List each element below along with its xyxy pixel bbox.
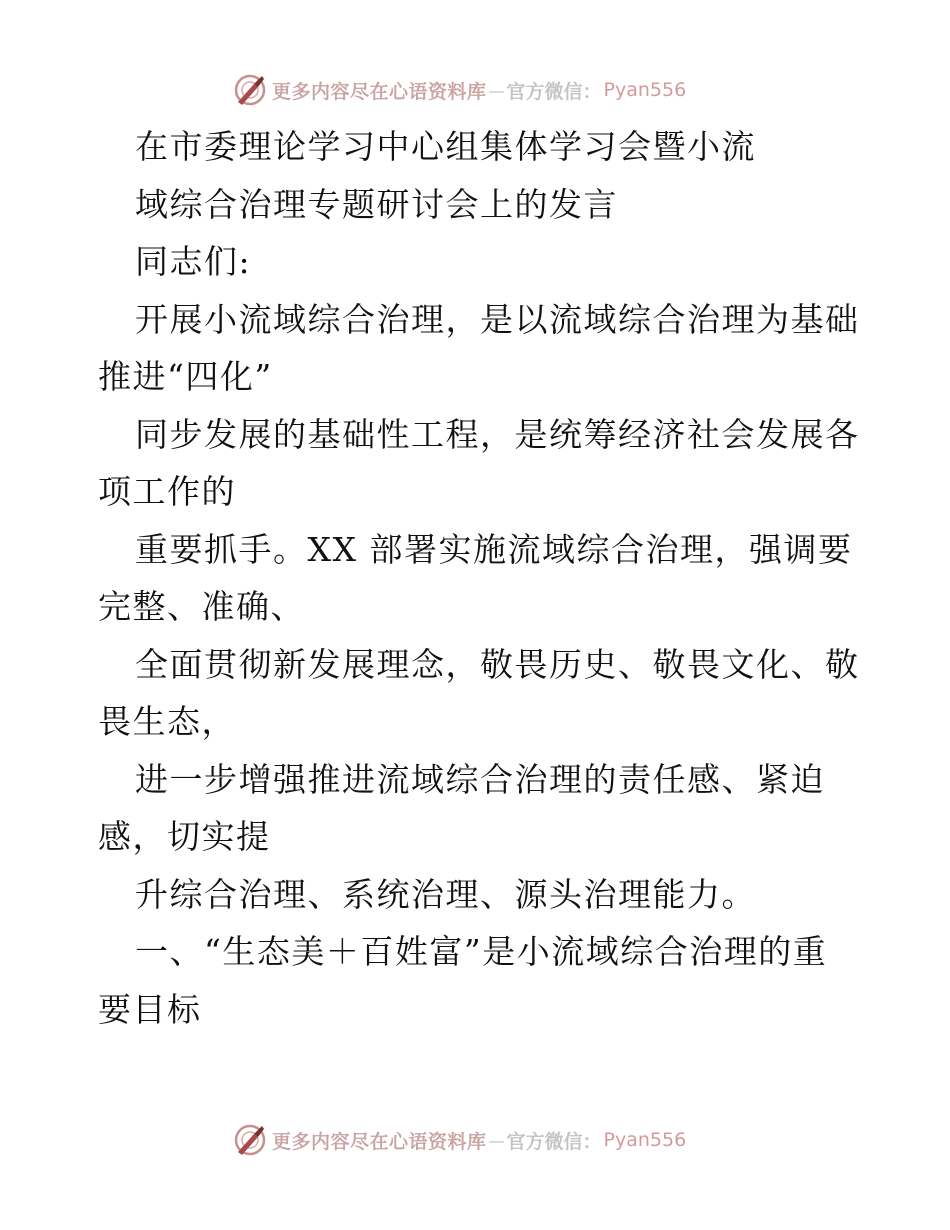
doc-text-line: 畏生态，: [98, 702, 236, 741]
watermark-wechat-label: 官方微信：: [506, 1130, 602, 1153]
doc-text-line: 同步发展的基础性工程，是统筹经济社会发展各: [135, 414, 860, 454]
doc-text-line: 完整、准确、: [98, 587, 305, 626]
doc-text-line: 进一步增强推进流域综合治理的责任感、紧迫: [135, 759, 825, 799]
doc-text-line: 全面贯彻新发展理念，敬畏历史、敬畏文化、敬: [135, 644, 860, 684]
watermark-separator: —: [488, 80, 505, 100]
header-watermark: [232, 70, 686, 110]
watermark-text: 更多内容尽在心语资料库: [272, 1130, 487, 1153]
doc-section-heading-line: 一、“生态美＋百姓富”是小流域综合治理的重: [135, 932, 828, 971]
doc-text-line: 开展小流域综合治理，是以流域综合治理为基础: [135, 299, 860, 339]
doc-text-line: 感，切实提: [98, 817, 271, 856]
watermark-wechat-id: Pyan556: [603, 79, 687, 101]
pen-logo-icon: [232, 1122, 268, 1158]
doc-salutation: 同志们:: [135, 242, 252, 281]
document-body: [98, 118, 868, 1038]
doc-text-line: 重要抓手。XX 部署实施流域综合治理，强调要: [135, 529, 853, 569]
watermark-wechat-label: 官方微信：: [506, 80, 602, 103]
doc-title-line-2: 域综合治理专题研讨会上的发言: [135, 184, 618, 224]
watermark-separator: —: [488, 1130, 505, 1150]
pen-logo-icon: [232, 72, 268, 108]
watermark-wechat-id: Pyan556: [603, 1129, 687, 1151]
doc-text-line: 升综合治理、系统治理、源头治理能力。: [135, 874, 756, 914]
watermark-text: 更多内容尽在心语资料库: [272, 80, 487, 103]
footer-watermark: [232, 1120, 686, 1160]
doc-text-line: 项工作的: [98, 472, 236, 511]
doc-text-line: 推进“四化”: [98, 357, 273, 396]
doc-section-heading-line: 要目标: [98, 989, 202, 1029]
doc-title-line-1: 在市委理论学习中心组集体学习会暨小流: [135, 127, 756, 166]
